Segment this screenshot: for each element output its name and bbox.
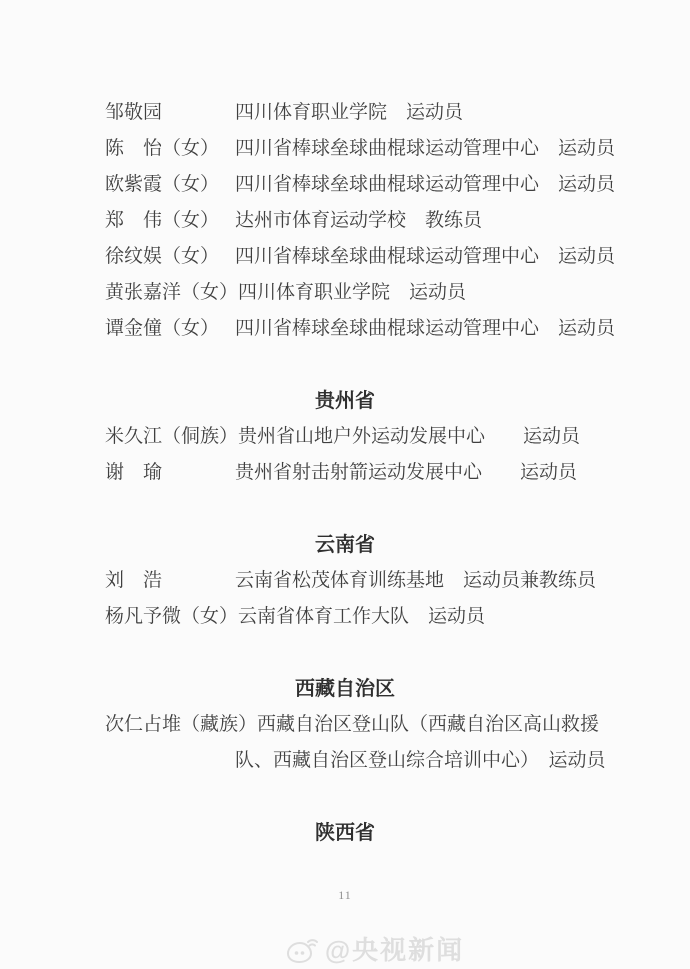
affiliation-role-line: 四川省棒球垒球曲棍球运动管理中心 运动员 bbox=[235, 318, 616, 339]
person-name: 谢 瑜 bbox=[105, 462, 163, 483]
person-name: 邹敬园 bbox=[105, 102, 163, 123]
person-row bbox=[105, 311, 670, 347]
affiliation-role-line: 四川省棒球垒球曲棍球运动管理中心 运动员 bbox=[235, 138, 616, 159]
person-name: 次仁占堆（藏族） bbox=[105, 714, 258, 735]
person-row bbox=[105, 131, 670, 167]
person-row bbox=[105, 455, 670, 491]
province-section bbox=[105, 815, 670, 851]
affiliation-role-line: 贵州省山地户外运动发展中心 运动员 bbox=[238, 426, 581, 447]
province-header: 陕西省 bbox=[315, 822, 375, 844]
person-row bbox=[105, 743, 670, 779]
person-name: 徐纹娱（女） bbox=[105, 246, 220, 267]
person-row bbox=[105, 419, 670, 455]
person-name: 杨凡予微（女） bbox=[105, 606, 239, 627]
affiliation-role-line: 云南省体育工作大队 运动员 bbox=[238, 606, 486, 627]
person-row bbox=[105, 203, 670, 239]
province-section bbox=[105, 671, 670, 779]
affiliation-role-line: 西藏自治区登山队（西藏自治区高山救援 bbox=[257, 714, 600, 735]
affiliation-role-line: 贵州省射击射箭运动发展中心 运动员 bbox=[235, 462, 578, 483]
province-header: 云南省 bbox=[315, 534, 375, 556]
person-row bbox=[105, 275, 670, 311]
person-name: 谭金僮（女） bbox=[105, 318, 220, 339]
affiliation-role-line: 队、西藏自治区登山综合培训中心） 运动员 bbox=[235, 750, 606, 771]
province-section bbox=[105, 95, 670, 347]
person-row bbox=[105, 563, 670, 599]
weibo-icon bbox=[286, 934, 320, 964]
person-row bbox=[105, 95, 670, 131]
person-name: 郑 伟（女） bbox=[105, 210, 220, 231]
province-section bbox=[105, 527, 670, 635]
watermark-handle: @央视新闻 bbox=[324, 935, 465, 965]
person-name: 刘 浩 bbox=[105, 570, 163, 591]
watermark bbox=[30, 930, 690, 967]
affiliation-role-line: 云南省松茂体育训练基地 运动员兼教练员 bbox=[235, 570, 597, 591]
person-name: 欧紫霞（女） bbox=[105, 174, 220, 195]
affiliation-role-line: 四川体育职业学院 运动员 bbox=[238, 282, 467, 303]
affiliation-role-line: 四川省棒球垒球曲棍球运动管理中心 运动员 bbox=[235, 174, 616, 195]
person-name: 黄张嘉洋（女） bbox=[105, 282, 239, 303]
person-name: 陈 怡（女） bbox=[105, 138, 220, 159]
person-name: 米久江（侗族） bbox=[105, 426, 239, 447]
person-row bbox=[105, 239, 670, 275]
affiliation-role-line: 达州市体育运动学校 教练员 bbox=[235, 210, 483, 231]
person-row bbox=[105, 167, 670, 203]
person-row bbox=[105, 599, 670, 635]
person-row bbox=[105, 707, 670, 743]
page-number: 11 bbox=[338, 888, 352, 902]
province-section bbox=[105, 383, 670, 491]
province-header: 贵州省 bbox=[315, 390, 375, 412]
affiliation-role-line: 四川体育职业学院 运动员 bbox=[235, 102, 464, 123]
affiliation-role-line: 四川省棒球垒球曲棍球运动管理中心 运动员 bbox=[235, 246, 616, 267]
province-header: 西藏自治区 bbox=[295, 678, 395, 700]
